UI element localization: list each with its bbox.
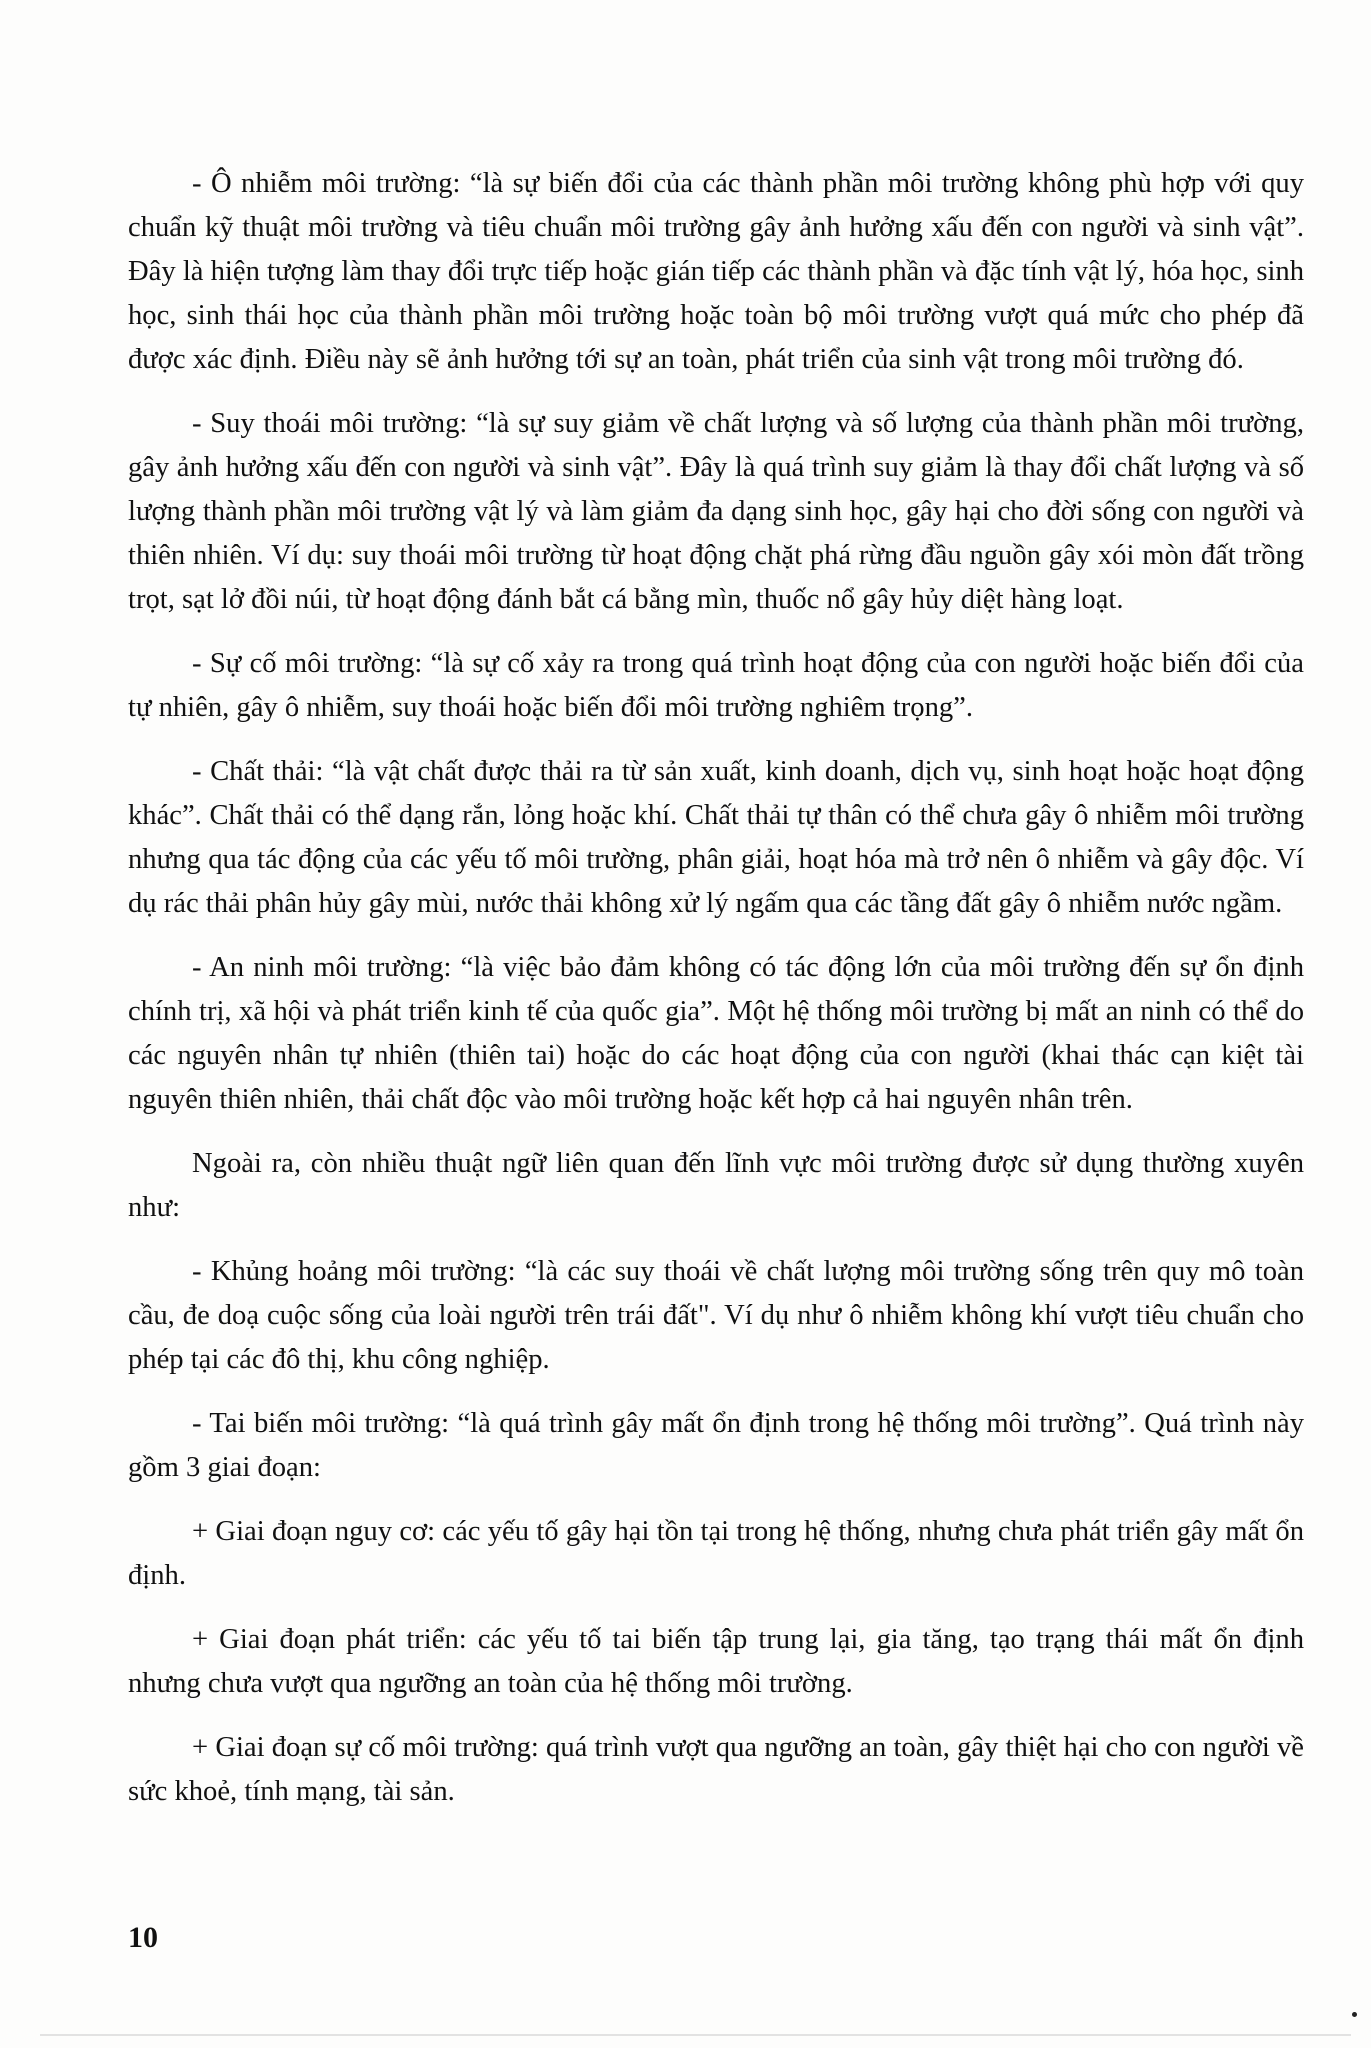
paragraph-giai-doan-phat-trien: + Giai đoạn phát triển: các yếu tố tai biến tập trung lại, gia tăng, tạo trạng thái mất ổn định nhưng chưa vượt qua ngưỡng an toàn của hệ thống môi trường. [128,1624,1304,1699]
scan-mark [1352,2012,1357,2017]
page-number: 10 [128,1921,158,1954]
paragraph-suy-thoai-moi-truong: - Suy thoái môi trường: “là sự suy giảm về chất lượng và số lượng của thành phần môi trường, gây ảnh hưởng xấu đến con người và sinh vật”. Đây là quá trình suy giảm là thay đổi chất lượng và số lượng thành phần môi trường vật lý và làm giảm đa dạng sinh học, gây hại cho đời sống con người và thiên nhiên. Ví dụ: suy thoái môi trường từ hoạt động chặt phá rừng đầu nguồn gây xói mòn đất trồng trọt, sạt lở đồi núi, từ hoạt động đánh bắt cá bằng mìn, thuốc nổ gây hủy diệt hàng loạt. [128,408,1304,615]
scan-bottom-edge [40,2034,1351,2036]
paragraph-khung-hoang-moi-truong: - Khủng hoảng môi trường: “là các suy thoái về chất lượng môi trường sống trên quy mô toàn cầu, đe doạ cuộc sống của loài người trên trái đất". Ví dụ như ô nhiễm không khí vượt tiêu chuẩn cho phép tại các đô thị, khu công nghiệp. [128,1256,1304,1375]
paragraph-chat-thai: - Chất thải: “là vật chất được thải ra từ sản xuất, kinh doanh, dịch vụ, sinh hoạt hoặc hoạt động khác”. Chất thải có thể dạng rắn, lỏng hoặc khí. Chất thải tự thân có thể chưa gây ô nhiễm môi trường nhưng qua tác động của các yếu tố môi trường, phân giải, hoạt hóa mà trở nên ô nhiễm và gây độc. Ví dụ rác thải phân hủy gây mùi, nước thải không xử lý ngấm qua các tầng đất gây ô nhiễm nước ngầm. [128,756,1304,919]
paragraph-giai-doan-su-co: + Giai đoạn sự cố môi trường: quá trình vượt qua ngưỡng an toàn, gây thiệt hại cho con người về sức khoẻ, tính mạng, tài sản. [128,1732,1304,1807]
paragraph-thuat-ngu-khac: Ngoài ra, còn nhiều thuật ngữ liên quan đến lĩnh vực môi trường được sử dụng thường xuyên như: [128,1148,1304,1223]
paragraph-su-co-moi-truong: - Sự cố môi trường: “là sự cố xảy ra trong quá trình hoạt động của con người hoặc biến đổi của tự nhiên, gây ô nhiễm, suy thoái hoặc biến đổi môi trường nghiêm trọng”. [128,648,1304,723]
paragraph-tai-bien-moi-truong: - Tai biến môi trường: “là quá trình gây mất ổn định trong hệ thống môi trường”. Quá trình này gồm 3 giai đoạn: [128,1408,1304,1483]
paragraph-giai-doan-nguy-co: + Giai đoạn nguy cơ: các yếu tố gây hại tồn tại trong hệ thống, nhưng chưa phát triển gây mất ổn định. [128,1516,1304,1591]
paragraph-an-ninh-moi-truong: - An ninh môi trường: “là việc bảo đảm không có tác động lớn của môi trường đến sự ổn định chính trị, xã hội và phát triển kinh tế của quốc gia”. Một hệ thống môi trường bị mất an ninh có thể do các nguyên nhân tự nhiên (thiên tai) hoặc do các hoạt động của con người (khai thác cạn kiệt tài nguyên thiên nhiên, thải chất độc vào môi trường hoặc kết hợp cả hai nguyên nhân trên. [128,952,1304,1115]
paragraph-o-nhiem-moi-truong: - Ô nhiễm môi trường: “là sự biến đổi của các thành phần môi trường không phù hợp với quy chuẩn kỹ thuật môi trường và tiêu chuẩn môi trường gây ảnh hưởng xấu đến con người và sinh vật”. Đây là hiện tượng làm thay đổi trực tiếp hoặc gián tiếp các thành phần và đặc tính vật lý, hóa học, sinh học, sinh thái học của thành phần môi trường hoặc toàn bộ môi trường vượt quá mức cho phép đã được xác định. Điều này sẽ ảnh hưởng tới sự an toàn, phát triển của sinh vật trong môi trường đó. [128,168,1304,375]
page-body [128,162,1304,1834]
